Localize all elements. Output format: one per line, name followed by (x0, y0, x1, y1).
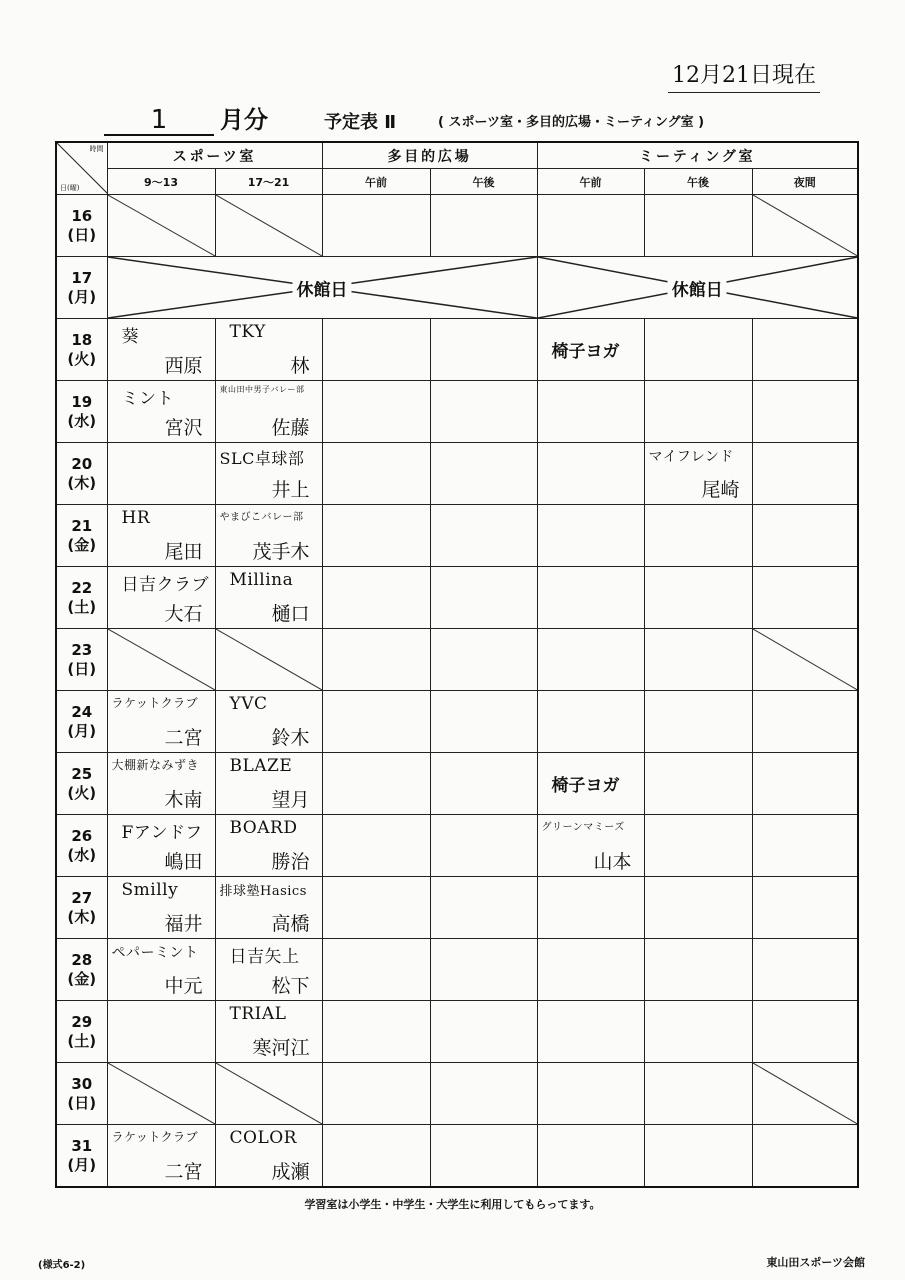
day-cell (56, 1063, 107, 1125)
schedule-cell[interactable] (752, 443, 858, 505)
schedule-cell[interactable] (752, 381, 858, 443)
schedule-cell[interactable] (537, 567, 644, 629)
day-number: 28 (71, 950, 93, 969)
table-row (56, 691, 858, 753)
table-row (56, 505, 858, 567)
schedule-cell[interactable] (107, 567, 215, 629)
schedule-cell[interactable] (215, 319, 322, 381)
schedule-table (55, 141, 859, 1188)
schedule-cell[interactable] (752, 939, 858, 1001)
corner-header (56, 142, 107, 195)
group-name: グリーンマミーズ (541, 822, 625, 833)
contact-name: 二宮 (164, 727, 203, 749)
schedule-cell[interactable] (215, 877, 322, 939)
room-header-sports: スポーツ室 (107, 142, 322, 169)
table-row (56, 567, 858, 629)
schedule-cell[interactable] (537, 443, 644, 505)
schedule-cell[interactable] (322, 753, 430, 815)
schedule-cell[interactable] (107, 939, 215, 1001)
time-slot-header: 午後 (644, 169, 752, 195)
schedule-cell[interactable] (644, 877, 752, 939)
closed-day-label: 休館日 (668, 275, 727, 300)
day-number: 17 (71, 268, 93, 287)
contact-name: 福井 (164, 913, 203, 935)
day-of-week: (金) (67, 969, 97, 988)
day-of-week: (木) (67, 907, 97, 926)
day-of-week: (月) (67, 721, 97, 740)
schedule-cell[interactable] (537, 1001, 644, 1063)
corner-day-label: 日(曜) (60, 184, 80, 192)
day-cell (56, 815, 107, 877)
schedule-cell[interactable] (430, 1063, 537, 1125)
day-of-week: (水) (67, 411, 97, 430)
schedule-cell[interactable] (644, 567, 752, 629)
group-name: SLC卓球部 (219, 449, 305, 468)
contact-name: 中元 (164, 975, 203, 997)
unavailable-cell (215, 195, 322, 257)
group-name: 大棚新なみずき (111, 758, 200, 772)
schedule-cell[interactable] (107, 1125, 215, 1188)
contact-name: 茂手木 (252, 541, 310, 563)
booking-entry (108, 567, 215, 628)
closed-sports-plaza (107, 257, 537, 319)
schedule-cell[interactable] (322, 1063, 430, 1125)
schedule-cell[interactable] (322, 505, 430, 567)
day-cell (56, 629, 107, 691)
schedule-cell[interactable] (215, 443, 322, 505)
group-name: 排球塾Hasics (219, 884, 307, 899)
schedule-cell[interactable] (215, 567, 322, 629)
schedule-cell[interactable] (107, 753, 215, 815)
schedule-cell[interactable] (215, 691, 322, 753)
booking-entry (108, 505, 215, 566)
footnote: 学習室は小学生・中学生・大学生に利用してもらってます。 (304, 1198, 601, 1211)
schedule-cell[interactable] (322, 691, 430, 753)
contact-name: 寒河江 (252, 1037, 310, 1059)
day-number: 20 (71, 454, 93, 473)
schedule-cell[interactable] (537, 381, 644, 443)
schedule-cell[interactable] (322, 815, 430, 877)
unavailable-cell (752, 1063, 858, 1125)
schedule-cell[interactable] (215, 1125, 322, 1188)
group-name: ミント (121, 389, 174, 409)
day-cell (56, 691, 107, 753)
table-row (56, 939, 858, 1001)
schedule-cell[interactable] (537, 195, 644, 257)
contact-name: 成瀬 (271, 1161, 310, 1183)
table-row (56, 319, 858, 381)
day-of-week: (木) (67, 473, 97, 492)
schedule-cell[interactable] (752, 1001, 858, 1063)
booking-entry (108, 815, 215, 876)
schedule-cell[interactable] (430, 567, 537, 629)
month-number: 1 (104, 104, 214, 136)
day-cell (56, 1125, 107, 1188)
day-cell (56, 753, 107, 815)
schedule-cell[interactable] (215, 815, 322, 877)
schedule-cell[interactable] (107, 877, 215, 939)
day-number: 16 (71, 206, 93, 225)
group-name: ラケットクラブ (111, 696, 199, 710)
group-name: COLOR (229, 1128, 297, 1148)
schedule-cell[interactable] (752, 877, 858, 939)
time-slot-header: 9～13 (107, 169, 215, 195)
booking-entry (216, 381, 322, 442)
contact-name: 樋口 (271, 603, 310, 625)
as-of-date: 12月21日現在 (668, 60, 820, 93)
schedule-cell[interactable] (322, 877, 430, 939)
schedule-cell[interactable] (644, 753, 752, 815)
day-number: 31 (71, 1136, 93, 1155)
schedule-cell[interactable] (537, 753, 644, 815)
group-name: ペパーミント (111, 945, 199, 961)
schedule-cell[interactable] (215, 753, 322, 815)
schedule-cell[interactable] (322, 195, 430, 257)
month-label: 月分 (220, 106, 268, 134)
schedule-cell[interactable] (752, 753, 858, 815)
day-of-week: (月) (67, 287, 97, 306)
schedule-cell[interactable] (430, 1001, 537, 1063)
group-name: やまびこバレー部 (219, 512, 304, 523)
schedule-cell[interactable] (430, 877, 537, 939)
schedule-cell[interactable] (107, 691, 215, 753)
schedule-cell[interactable] (537, 877, 644, 939)
contact-name: 望月 (271, 789, 310, 811)
schedule-cell[interactable] (322, 629, 430, 691)
table-row (56, 1063, 858, 1125)
schedule-cell[interactable] (752, 567, 858, 629)
day-number: 19 (71, 392, 93, 411)
day-number: 30 (71, 1074, 93, 1093)
day-of-week: (土) (67, 597, 97, 616)
day-number: 25 (71, 764, 93, 783)
unavailable-cell (107, 1063, 215, 1125)
time-slot-header: 17～21 (215, 169, 322, 195)
day-cell (56, 877, 107, 939)
contact-name: 高橋 (271, 913, 310, 935)
schedule-cell[interactable] (322, 1125, 430, 1188)
time-slot-header: 午前 (322, 169, 430, 195)
day-number: 23 (71, 640, 93, 659)
schedule-cell[interactable] (215, 505, 322, 567)
schedule-cell[interactable] (322, 567, 430, 629)
schedule-cell[interactable] (430, 629, 537, 691)
schedule-cell[interactable] (430, 505, 537, 567)
schedule-cell[interactable] (107, 815, 215, 877)
schedule-cell[interactable] (537, 939, 644, 1001)
day-of-week: (金) (67, 535, 97, 554)
group-name: YVC (229, 694, 268, 714)
contact-name: 尾田 (164, 541, 203, 563)
day-cell (56, 381, 107, 443)
schedule-cell[interactable] (430, 939, 537, 1001)
group-name: Smilly (121, 880, 179, 900)
room-header-plaza: 多目的広場 (322, 142, 537, 169)
contact-name: 鈴木 (271, 727, 310, 749)
schedule-cell[interactable] (430, 691, 537, 753)
schedule-cell[interactable] (107, 319, 215, 381)
booking-entry (216, 1001, 322, 1062)
booking-entry (216, 691, 322, 752)
group-name: TRIAL (229, 1004, 287, 1024)
booking-entry (108, 319, 215, 380)
day-of-week: (月) (67, 1155, 97, 1174)
schedule-cell[interactable] (322, 1001, 430, 1063)
time-slot-header: 午前 (537, 169, 644, 195)
contact-name: 佐藤 (271, 417, 310, 439)
contact-name: 山本 (593, 851, 632, 873)
table-row (56, 629, 858, 691)
unavailable-cell (215, 629, 322, 691)
room-header-meeting: ミーティング室 (537, 142, 858, 169)
group-name: マイフレンド (648, 449, 734, 465)
group-name: Fアンドフ (121, 823, 203, 843)
group-name: 東山田中男子バレー部 (219, 385, 305, 394)
schedule-cell[interactable] (752, 815, 858, 877)
time-slot-header: 午後 (430, 169, 537, 195)
schedule-cell[interactable] (430, 815, 537, 877)
event-label: 椅子ヨガ (551, 776, 620, 795)
day-cell (56, 505, 107, 567)
unavailable-cell (107, 195, 215, 257)
booking-entry (538, 815, 644, 876)
day-number: 26 (71, 826, 93, 845)
table-row (56, 753, 858, 815)
booking-entry (216, 443, 322, 504)
schedule-cell[interactable] (644, 319, 752, 381)
schedule-cell[interactable] (107, 505, 215, 567)
booking-entry (216, 815, 322, 876)
day-number: 22 (71, 578, 93, 597)
group-name: ラケットクラブ (111, 1130, 199, 1144)
table-row (56, 195, 858, 257)
schedule-cell[interactable] (644, 1125, 752, 1188)
contact-name: 西原 (164, 355, 203, 377)
closed-meeting (537, 257, 858, 319)
unavailable-cell (752, 629, 858, 691)
booking-entry (108, 939, 215, 1000)
schedule-cell[interactable] (537, 1063, 644, 1125)
schedule-cell[interactable] (107, 1001, 215, 1063)
schedule-cell[interactable] (752, 1125, 858, 1188)
schedule-cell[interactable] (644, 443, 752, 505)
group-name: Millina (229, 570, 294, 590)
group-name: 葵 (121, 327, 139, 347)
booking-entry (216, 319, 322, 380)
schedule-cell[interactable] (430, 381, 537, 443)
schedule-cell[interactable] (537, 629, 644, 691)
facility-name: 東山田スポーツ会館 (766, 1256, 865, 1269)
group-name: HR (121, 508, 151, 528)
day-of-week: (土) (67, 1031, 97, 1050)
schedule-cell[interactable] (644, 939, 752, 1001)
day-of-week: (火) (67, 783, 97, 802)
table-row (56, 1125, 858, 1188)
schedule-cell[interactable] (430, 443, 537, 505)
contact-name: 井上 (271, 479, 310, 501)
contact-name: 松下 (271, 975, 310, 997)
form-number: (様式6-2) (38, 1260, 86, 1271)
schedule-cell[interactable] (752, 505, 858, 567)
schedule-cell[interactable] (322, 939, 430, 1001)
schedule-cell[interactable] (644, 195, 752, 257)
contact-name: 尾崎 (701, 479, 740, 501)
day-cell (56, 567, 107, 629)
schedule-cell[interactable] (644, 381, 752, 443)
table-row (56, 443, 858, 505)
table-row (56, 257, 858, 319)
closed-day-label: 休館日 (293, 275, 352, 300)
day-cell (56, 319, 107, 381)
contact-name: 大石 (164, 603, 203, 625)
day-cell (56, 257, 107, 319)
schedule-cell[interactable] (107, 443, 215, 505)
day-cell (56, 443, 107, 505)
group-name: BOARD (229, 818, 298, 838)
schedule-cell[interactable] (537, 319, 644, 381)
schedule-cell[interactable] (430, 753, 537, 815)
schedule-cell[interactable] (537, 815, 644, 877)
time-slot-header: 夜間 (752, 169, 858, 195)
booking-entry (216, 567, 322, 628)
schedule-cell[interactable] (107, 381, 215, 443)
schedule-cell[interactable] (215, 1001, 322, 1063)
schedule-cell[interactable] (537, 505, 644, 567)
schedule-cell[interactable] (537, 1125, 644, 1188)
day-of-week: (火) (67, 349, 97, 368)
contact-name: 宮沢 (164, 417, 203, 439)
day-number: 18 (71, 330, 93, 349)
schedule-cell[interactable] (430, 195, 537, 257)
booking-entry (216, 505, 322, 566)
day-of-week: (水) (67, 845, 97, 864)
schedule-cell[interactable] (215, 939, 322, 1001)
schedule-cell[interactable] (644, 505, 752, 567)
contact-name: 嶋田 (164, 851, 203, 873)
booking-entry (108, 1125, 215, 1186)
booking-entry (645, 443, 752, 504)
schedule-cell[interactable] (752, 319, 858, 381)
booking-entry (108, 691, 215, 752)
group-name: 日吉矢上 (229, 947, 300, 967)
day-of-week: (日) (67, 1093, 97, 1112)
booking-entry (216, 753, 322, 814)
day-number: 21 (71, 516, 93, 535)
group-name: TKY (229, 322, 266, 342)
unavailable-cell (215, 1063, 322, 1125)
day-cell (56, 195, 107, 257)
day-cell (56, 1001, 107, 1063)
day-number: 27 (71, 888, 93, 907)
schedule-cell[interactable] (322, 319, 430, 381)
day-of-week: (日) (67, 659, 97, 678)
schedule-cell[interactable] (430, 319, 537, 381)
schedule-cell[interactable] (644, 1063, 752, 1125)
day-of-week: (日) (67, 225, 97, 244)
schedule-cell[interactable] (322, 443, 430, 505)
contact-name: 勝治 (271, 851, 310, 873)
booking-entry (216, 1125, 322, 1186)
day-number: 24 (71, 702, 93, 721)
booking-entry (108, 877, 215, 938)
day-cell (56, 939, 107, 1001)
schedule-cell[interactable] (752, 691, 858, 753)
schedule-cell[interactable] (537, 691, 644, 753)
corner-time-label: 時間 (89, 145, 104, 153)
schedule-cell[interactable] (644, 1001, 752, 1063)
schedule-cell[interactable] (644, 815, 752, 877)
table-row (56, 815, 858, 877)
schedule-cell[interactable] (644, 629, 752, 691)
table-row (56, 877, 858, 939)
rooms-subtitle: ( スポーツ室・多目的広場・ミーティング室 ) (438, 115, 705, 130)
unavailable-cell (107, 629, 215, 691)
event-label: 椅子ヨガ (551, 342, 620, 361)
day-number: 29 (71, 1012, 93, 1031)
booking-entry (108, 381, 215, 442)
booking-entry (216, 877, 322, 938)
contact-name: 林 (290, 355, 310, 377)
contact-name: 木南 (164, 789, 203, 811)
table-row (56, 1001, 858, 1063)
booking-entry (216, 939, 322, 1000)
page-title: 予定表 Ⅱ (324, 112, 397, 133)
schedule-cell[interactable] (322, 381, 430, 443)
unavailable-cell (752, 195, 858, 257)
schedule-cell[interactable] (215, 381, 322, 443)
contact-name: 二宮 (164, 1161, 203, 1183)
booking-entry (108, 753, 215, 814)
table-row (56, 381, 858, 443)
group-name: BLAZE (229, 756, 293, 776)
schedule-cell[interactable] (430, 1125, 537, 1188)
group-name: 日吉クラブ (121, 575, 209, 595)
schedule-cell[interactable] (644, 691, 752, 753)
